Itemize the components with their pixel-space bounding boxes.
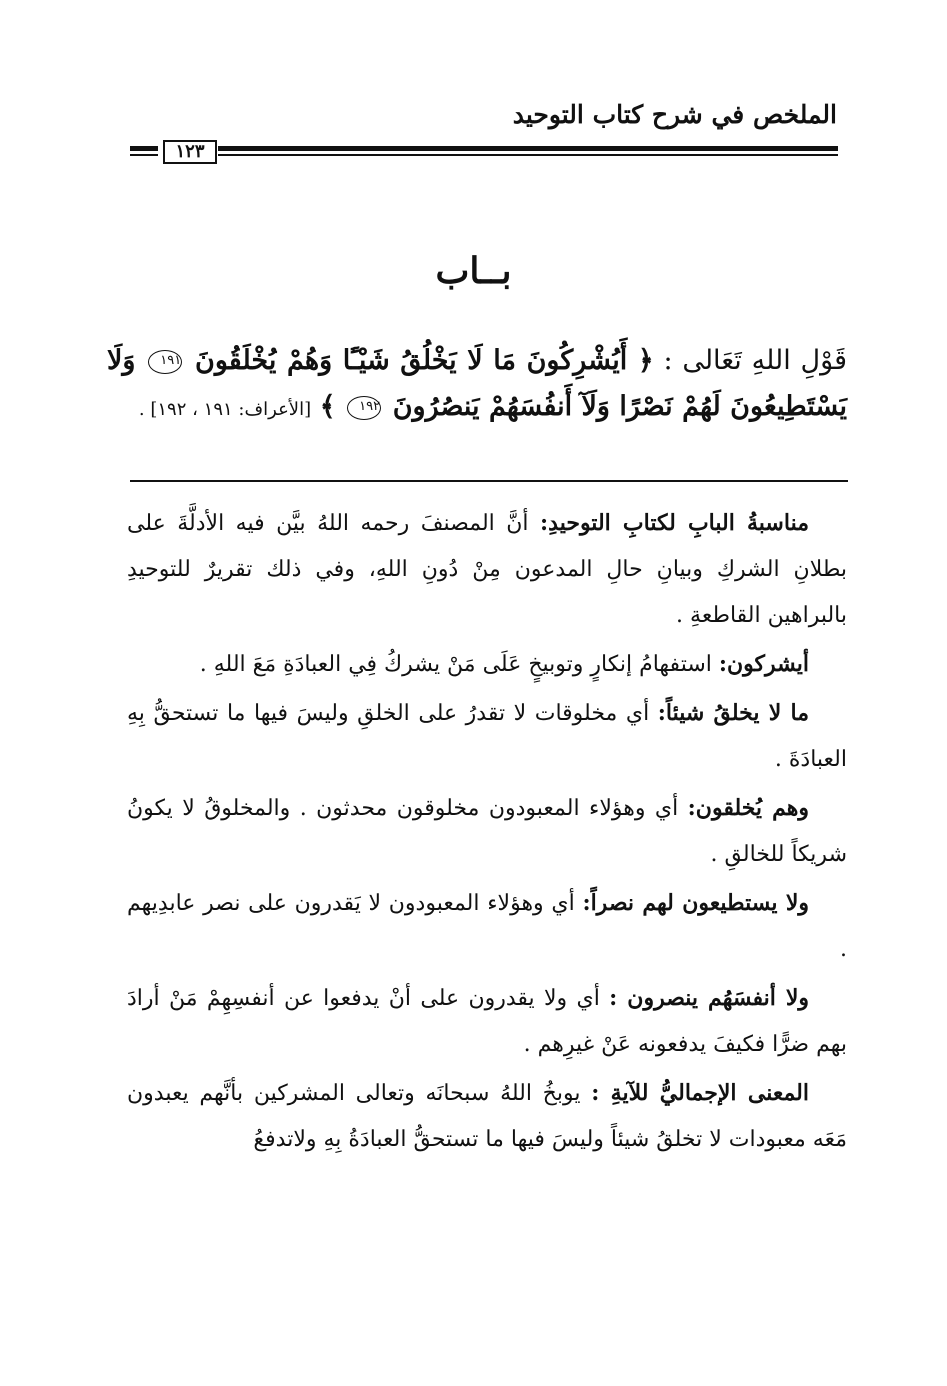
verse-intro: قَوْلِ اللهِ تَعَالى :	[663, 345, 847, 376]
page-number: ١٢٣	[163, 140, 217, 164]
commentary-text: أي وهؤلاء المعبودون لا يَقدرون على نصر عابدِيهم .	[127, 891, 847, 962]
commentary-text: يوبخُ اللهُ سبحانَه وتعالى المشركين بأنَّهم يعبدون مَعَه معبودات لا تخلقُ شيئاً وليسَ فيها ما تستحقُّ العبادَةُ بِهِ ولاتدفعُ	[127, 1081, 847, 1152]
verse-text-part2: وَلَا يَسْتَطِيعُونَ لَهُمْ نَصْرًا وَلَآ أَنفُسَهُمْ يَنصُرُونَ	[107, 345, 847, 422]
commentary-paragraph	[127, 975, 847, 1068]
chapter-heading: بــاب	[435, 250, 512, 292]
commentary-text: أنَّ المصنفَ رحمه اللهُ بيَّن فيه الأدلَّةَ على بطلانِ الشركِ وبيانِ حالِ المدعون مِنْ دُونِ اللهِ، وفي ذلك تقريرٌ للتوحيدِ بالبراهين القاطعةِ .	[127, 511, 847, 628]
header-rule-thick	[218, 146, 838, 151]
verse-number-marker-192: ١٩٢	[347, 396, 381, 420]
verse-closing-bracket: ﴾	[319, 391, 336, 422]
running-title: الملخص في شرح كتاب التوحيد	[512, 100, 837, 129]
commentary-paragraph	[127, 785, 847, 878]
commentary-term: أيشركون:	[718, 651, 809, 677]
commentary-term: وهم يُخلقون:	[687, 795, 810, 821]
commentary-paragraph	[127, 1070, 847, 1163]
commentary-paragraph	[127, 500, 847, 639]
commentary-paragraph	[127, 641, 847, 688]
header-rule-left-thick	[130, 146, 158, 151]
commentary-term: مناسبةُ البابِ لكتابِ التوحيدِ:	[540, 510, 809, 536]
verse-text-part1: ﴿ أَيُشْرِكُونَ مَا لَا يَخْلُقُ شَيْـًٔا وَهُمْ يُخْلَقُونَ	[195, 345, 654, 376]
header-rule-thin	[218, 154, 838, 156]
header-rule	[130, 142, 838, 164]
commentary-text: أي وهؤلاء المعبودون مخلوقون محدثون . والمخلوقُ لا يكونُ شريكاً للخالقِ .	[127, 796, 847, 867]
commentary-term: ما لا يخلقُ شيئاً:	[657, 700, 809, 726]
commentary-paragraph	[127, 880, 847, 973]
commentary-text: استفهامُ إنكارٍ وتوبيخٍ عَلَى مَنْ يشركُ فِي العبادَةِ مَعَ اللهِ .	[199, 652, 712, 677]
verse-number-marker-191: ١٩١	[148, 350, 182, 374]
verse-reference: [الأعراف: ١٩١ ، ١٩٢] .	[138, 399, 312, 420]
quran-verse-block	[107, 338, 847, 433]
header-rule-left-thin	[130, 154, 158, 156]
commentary-text: أي مخلوقات لا تقدرُ على الخلقِ وليسَ فيها ما تستحقُّ بِهِ العبادَةَ .	[127, 701, 847, 772]
section-divider	[130, 480, 848, 482]
commentary-term: المعنى الإجماليُّ للآيةِ :	[591, 1080, 809, 1106]
commentary-term: ولا أنفسَهُم ينصرون :	[609, 985, 809, 1011]
commentary-section	[127, 500, 847, 1165]
commentary-paragraph	[127, 690, 847, 783]
commentary-term: ولا يستطيعون لهم نصراً:	[582, 890, 810, 916]
commentary-text: أي ولا يقدرون على أنْ يدفعوا عن أنفسِهِمْ مَنْ أرادَ بهم ضرًّا فكيفَ يدفعونه عَنْ غيرِهم .	[127, 986, 847, 1057]
